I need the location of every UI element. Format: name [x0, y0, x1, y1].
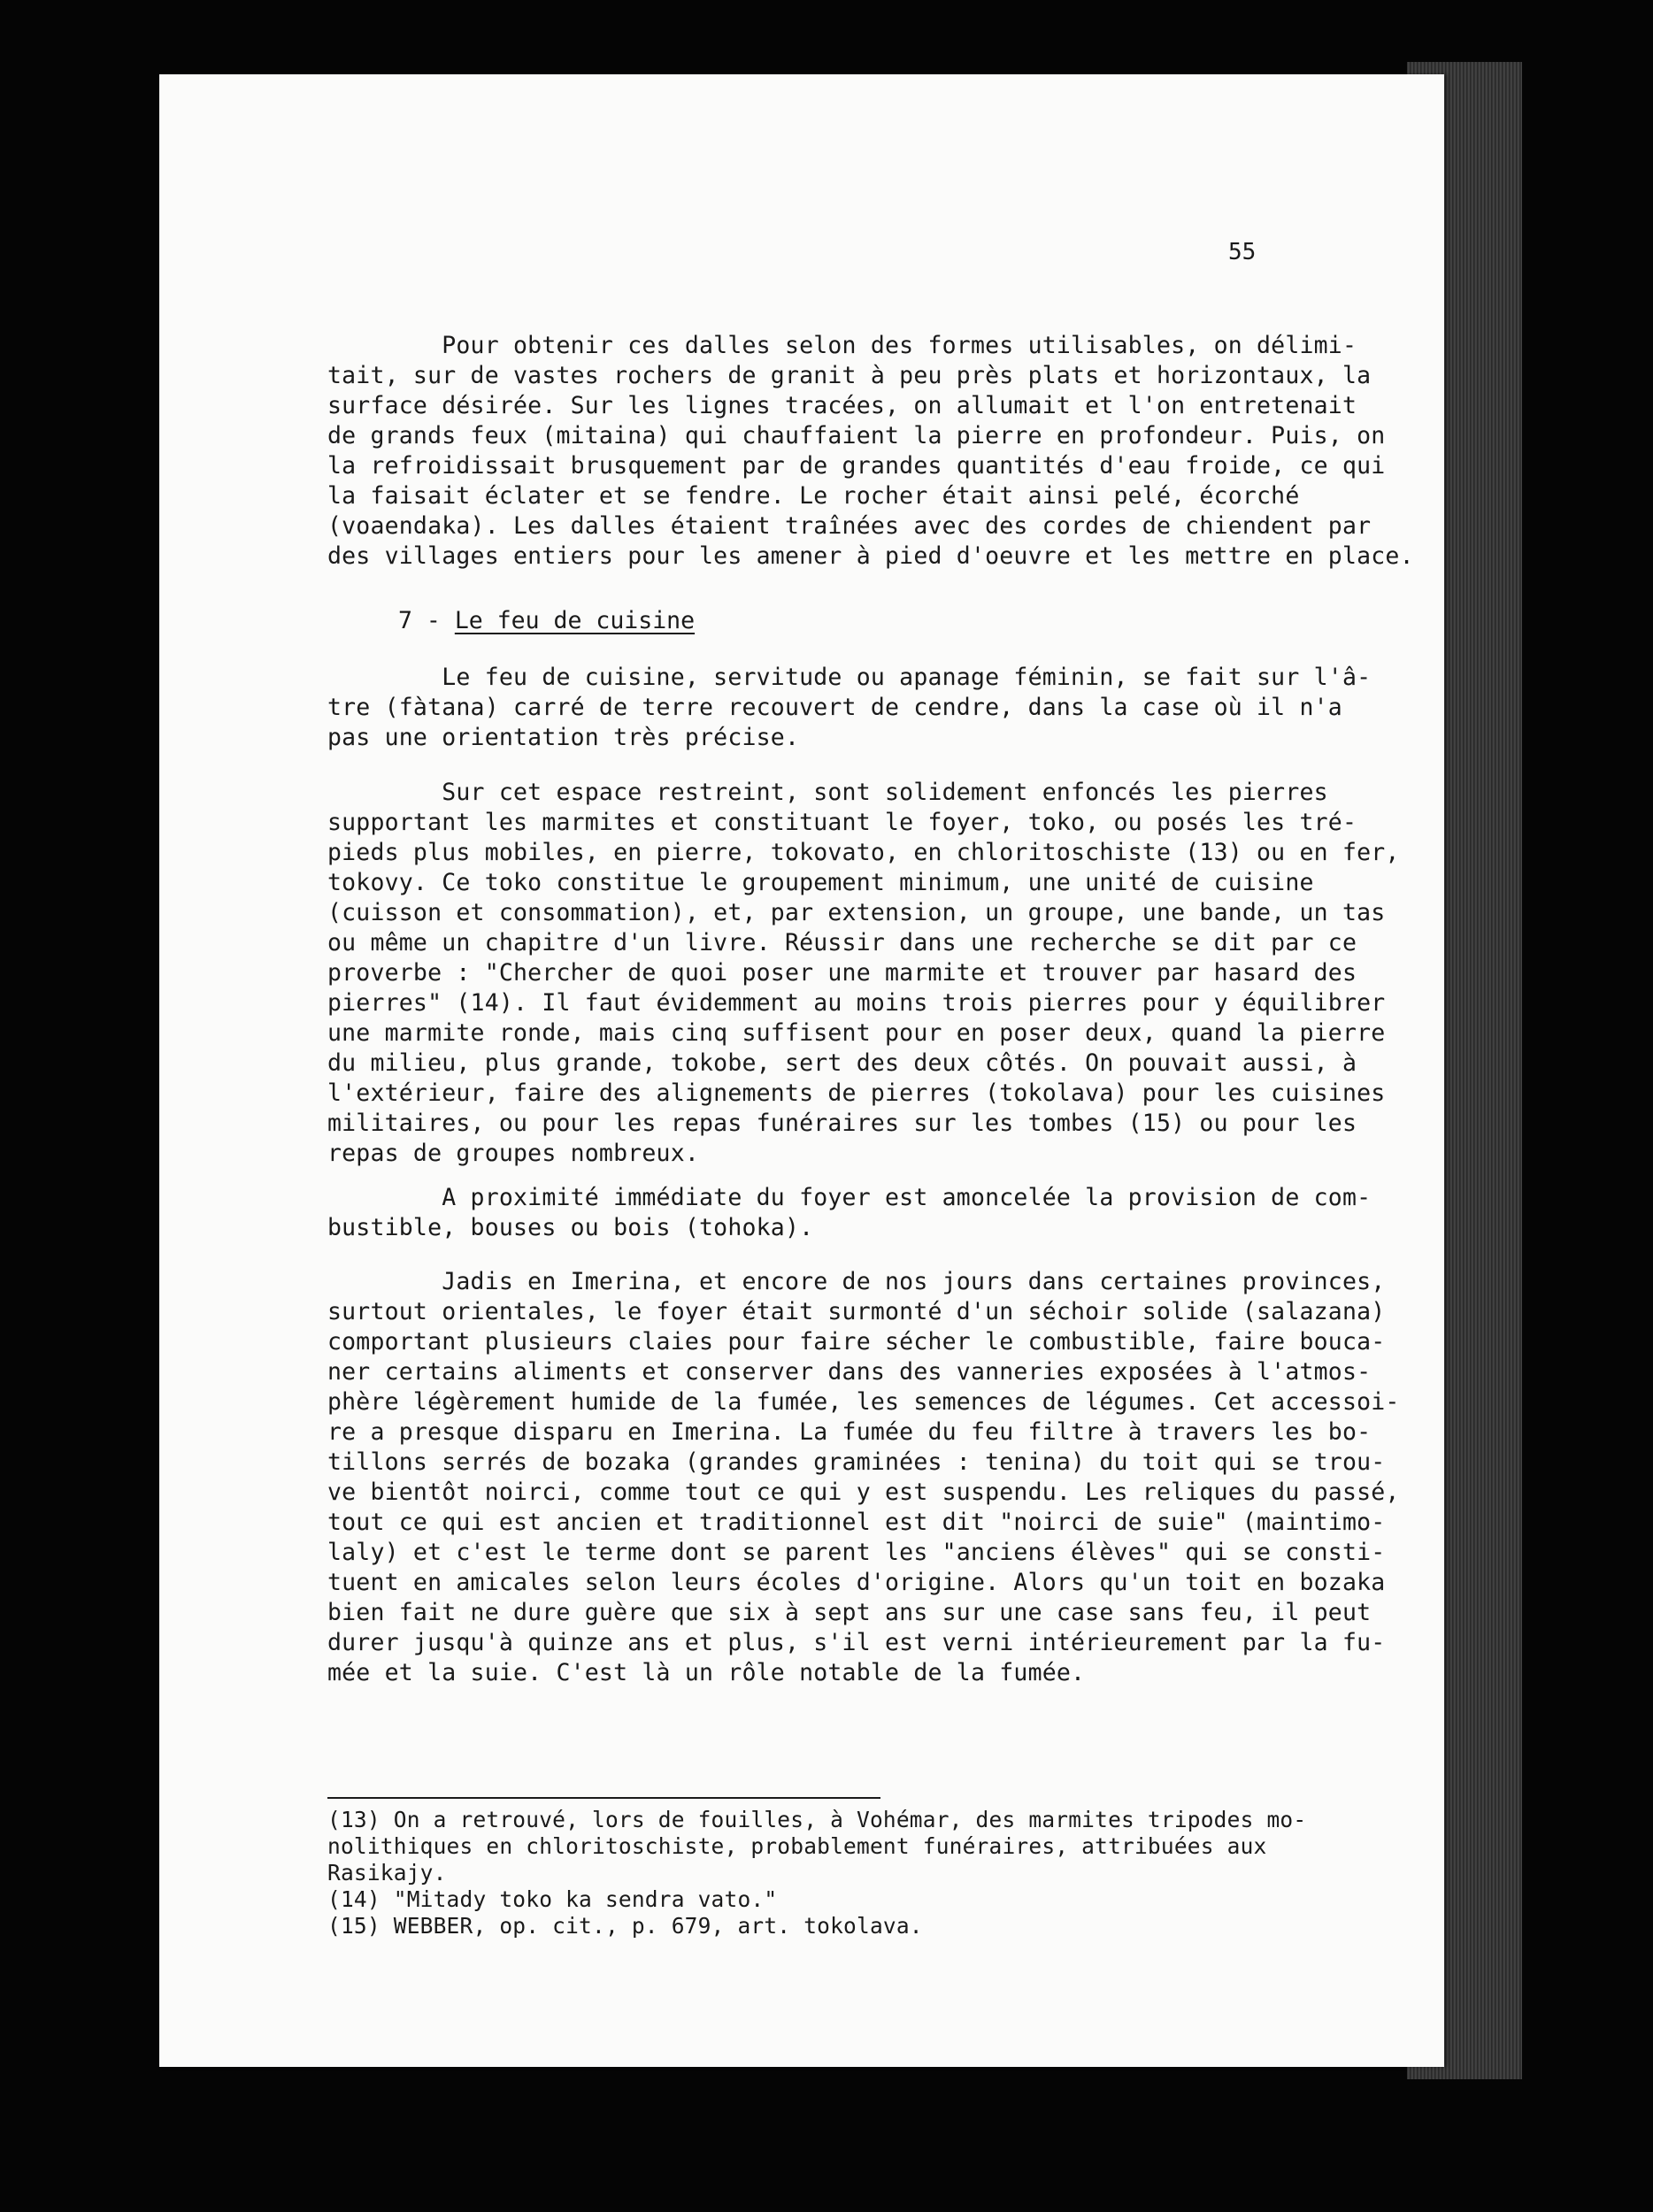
text-line: Le feu de cuisine, servitude ou apanage féminin, se fait sur l'â-: [327, 664, 1372, 691]
footnotes: [327, 1807, 1442, 1939]
paragraph-dalles: [327, 331, 1442, 572]
text-line: durer jusqu'à quinze ans et plus, s'il est verni intérieurement par la fu-: [327, 1629, 1386, 1656]
paragraph-feu: [327, 663, 1442, 753]
footnote-line: Rasikajy.: [327, 1860, 447, 1886]
section-heading: [398, 606, 695, 636]
text-line: pierres" (14). Il faut évidemment au moins trois pierres pour y équilibrer: [327, 989, 1386, 1017]
text-line: tre (fàtana) carré de terre recouvert de cendre, dans la case où il n'a: [327, 694, 1342, 721]
text-line: (voaendaka). Les dalles étaient traînées avec des cordes de chiendent par: [327, 512, 1372, 540]
text-line: (cuisson et consommation), et, par extension, un groupe, une bande, un tas: [327, 899, 1386, 926]
text-line: re a presque disparu en Imerina. La fumée du feu filtre à travers les bo-: [327, 1418, 1372, 1446]
text-line: tuent en amicales selon leurs écoles d'origine. Alors qu'un toit en bozaka: [327, 1569, 1386, 1596]
text-line: ner certains aliments et conserver dans des vanneries exposées à l'atmos-: [327, 1358, 1372, 1386]
text-line: supportant les marmites et constituant le foyer, toko, ou posés les tré-: [327, 809, 1357, 836]
footnote-line: (13) On a retrouvé, lors de fouilles, à Vohémar, des marmites tripodes mo-: [327, 1807, 1307, 1832]
text-line: une marmite ronde, mais cinq suffisent pour en poser deux, quand la pierre: [327, 1019, 1386, 1047]
paragraph-foyer: [327, 778, 1442, 1169]
book-page: [159, 74, 1444, 2067]
text-line: tokovy. Ce toko constitue le groupement minimum, une unité de cuisine: [327, 869, 1314, 896]
text-line: la faisait éclater et se fendre. Le rocher était ainsi pelé, écorché: [327, 482, 1300, 510]
text-line: Jadis en Imerina, et encore de nos jours dans certaines provinces,: [327, 1268, 1386, 1295]
text-line: tait, sur de vastes rochers de granit à peu près plats et horizontaux, la: [327, 362, 1372, 389]
text-line: bustible, bouses ou bois (tohoka).: [327, 1214, 814, 1241]
footnote-line: (15) WEBBER, op. cit., p. 679, art. tokolava.: [327, 1913, 923, 1939]
text-line: surface désirée. Sur les lignes tracées, on allumait et l'on entretenait: [327, 392, 1357, 419]
text-line: tout ce qui est ancien et traditionnel est dit "noirci de suie" (maintimo-: [327, 1509, 1386, 1536]
text-line: la refroidissait brusquement par de grandes quantités d'eau froide, ce qui: [327, 452, 1386, 480]
text-line: de grands feux (mitaina) qui chauffaient la pierre en profondeur. Puis, on: [327, 422, 1386, 449]
text-line: pas une orientation très précise.: [327, 724, 800, 751]
text-line: A proximité immédiate du foyer est amoncelée la provision de com-: [327, 1184, 1372, 1211]
text-line: proverbe : "Chercher de quoi poser une marmite et trouver par hasard des: [327, 959, 1357, 987]
page-number: 55: [1228, 239, 1257, 265]
text-line: du milieu, plus grande, tokobe, sert des deux côtés. On pouvait aussi, à: [327, 1049, 1357, 1077]
paragraph-combustible: [327, 1183, 1442, 1243]
text-line: bien fait ne dure guère que six à sept ans sur une case sans feu, il peut: [327, 1599, 1372, 1626]
text-line: Sur cet espace restreint, sont solidement enfoncés les pierres: [327, 779, 1328, 806]
text-line: surtout orientales, le foyer était surmonté d'un séchoir solide (salazana): [327, 1298, 1386, 1325]
text-line: Pour obtenir ces dalles selon des formes utilisables, on délimi-: [327, 332, 1357, 359]
section-title: Le feu de cuisine: [454, 607, 696, 634]
section-number: 7 -: [398, 607, 455, 634]
text-line: laly) et c'est le terme dont se parent les "anciens élèves" qui se consti-: [327, 1539, 1386, 1566]
text-line: ve bientôt noirci, comme tout ce qui y est suspendu. Les reliques du passé,: [327, 1479, 1400, 1506]
text-line: ou même un chapitre d'un livre. Réussir dans une recherche se dit par ce: [327, 929, 1357, 956]
text-line: pieds plus mobiles, en pierre, tokovato, en chloritoschiste (13) ou en fer,: [327, 839, 1400, 866]
footnote-line: (14) "Mitady toko ka sendra vato.": [327, 1886, 778, 1912]
text-line: tillons serrés de bozaka (grandes graminées : tenina) du toit qui se trou-: [327, 1448, 1386, 1476]
footnote-line: nolithiques en chloritoschiste, probablement funéraires, attribuées aux: [327, 1833, 1267, 1859]
footnote-divider: [327, 1797, 880, 1799]
text-line: phère légèrement humide de la fumée, les semences de légumes. Cet accessoi-: [327, 1388, 1400, 1416]
text-line: l'extérieur, faire des alignements de pierres (tokolava) pour les cuisines: [327, 1079, 1386, 1107]
text-line: des villages entiers pour les amener à pied d'oeuvre et les mettre en place.: [327, 542, 1414, 570]
text-line: comportant plusieurs claies pour faire sécher le combustible, faire bouca-: [327, 1328, 1386, 1356]
text-line: repas de groupes nombreux.: [327, 1140, 700, 1167]
text-line: mée et la suie. C'est là un rôle notable de la fumée.: [327, 1659, 1086, 1686]
text-line: militaires, ou pour les repas funéraires sur les tombes (15) ou pour les: [327, 1110, 1357, 1137]
paragraph-sechoir: [327, 1267, 1442, 1688]
